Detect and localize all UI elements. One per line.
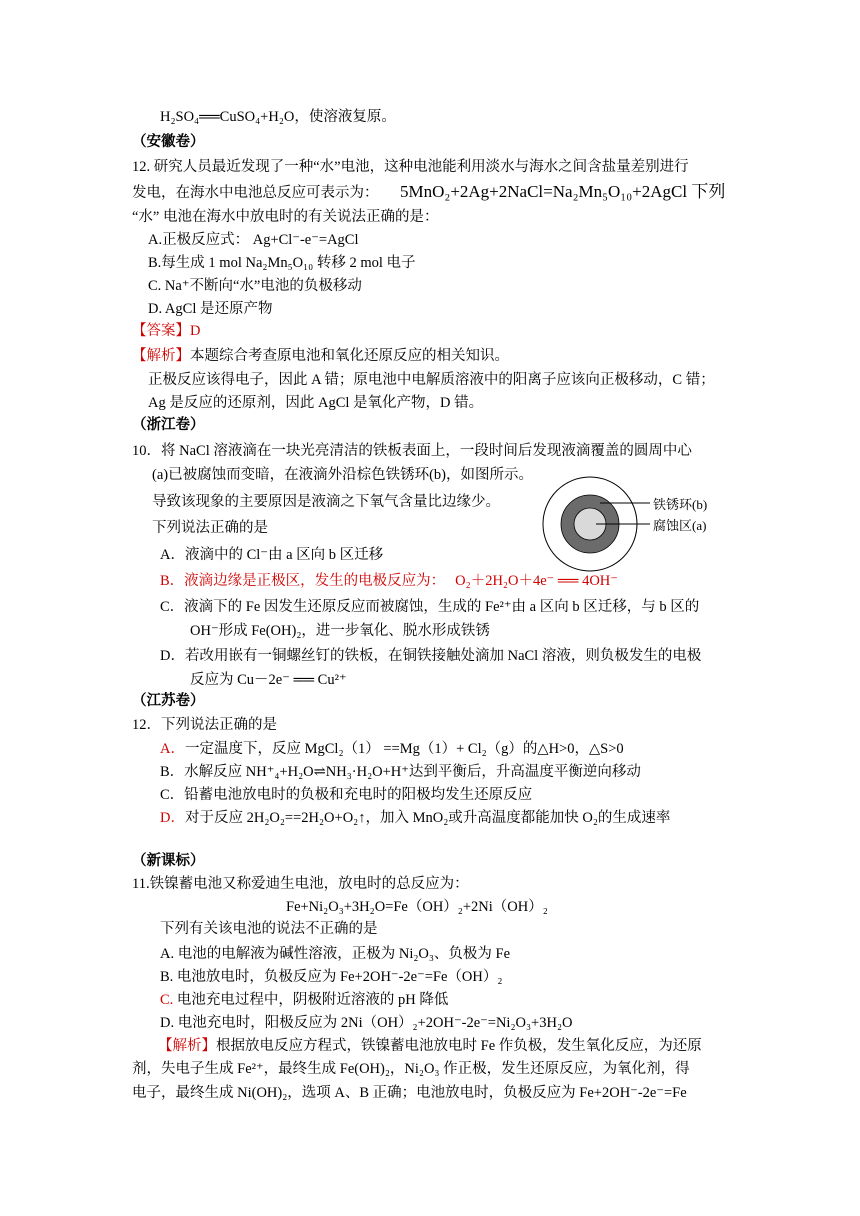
q11-explanation-line1 — [158, 1036, 702, 1056]
q11-explanation-line2: 剂，失电子生成 Fe²⁺，最终生成 Fe(OH)₂，Ni₂O₃ 作正极，发生还原反应，为氧化剂，得 — [132, 1061, 690, 1077]
option-d — [160, 808, 670, 828]
option-c: C. Na⁺不断向“水”电池的负极移动 — [148, 278, 362, 294]
rust-ring-label: 铁锈环(b) — [653, 497, 708, 512]
explanation-line3: Ag 是反应的还原剂，因此 AgCl 是氧化产物，D 错。 — [148, 395, 484, 411]
text-line: H₂SO₄══CuSO₄+H₂O，使溶液复原。 — [160, 109, 396, 125]
corrosion-zone-label: 腐蚀区(a) — [653, 518, 707, 533]
answer-line — [132, 321, 200, 341]
question-12-jiangsu: 12．下列说法正确的是 — [132, 717, 277, 733]
option-c-line1: C．液滴下的 Fe 因发生还原反应而被腐蚀，生成的 Fe²⁺由 a 区向 b 区迁移，与 b 区的 — [160, 599, 700, 615]
option-b-text: B．液滴边缘是正极区，发生的电极反应为： — [160, 573, 446, 589]
explanation-label: 【解析】 — [132, 348, 190, 364]
explanation-line1 — [132, 346, 509, 366]
question-12-anhui-equation: 5MnO₂+2Ag+2NaCl=Na₂Mn₅O₁₀+2AgCl 下列 — [400, 182, 726, 201]
option-c-text: 电池充电过程中，阴极附近溶液的 pH 降低 — [173, 992, 449, 1008]
option-d-line1: D．若改用嵌有一铜螺丝钉的铁板，在铜铁接触处滴加 NaCl 溶液，则负极发生的电极 — [160, 648, 702, 664]
question-10-line4: 下列说法正确的是 — [152, 520, 268, 536]
question-10-line2: (a)已被腐蚀而变暗，在液滴外沿棕色铁锈环(b)，如图所示。 — [152, 467, 533, 483]
option-a: A．液滴中的 Cl⁻由 a 区向 b 区迁移 — [160, 547, 384, 563]
answer-label: 【答案】 — [132, 323, 190, 339]
question-11-line2: 下列有关该电池的说法不正确的是 — [160, 921, 378, 937]
option-c-line2: OH⁻形成 Fe(OH)₂，进一步氧化、脱水形成铁锈 — [190, 623, 490, 639]
option-b-equation: O₂＋2H₂O＋4e⁻ ══ 4OH⁻ — [455, 573, 618, 589]
option-b: B.每生成 1 mol Na₂Mn₅O₁₀ 转移 2 mol 电子 — [148, 255, 416, 271]
question-11-line1: 11.铁镍蓄电池又称爱迪生电池，放电时的总反应为： — [132, 876, 469, 892]
option-a-letter: A． — [160, 741, 185, 757]
option-b: B. 电池放电时，负极反应为 Fe+2OH⁻-2e⁻=Fe（OH）₂ — [160, 969, 503, 985]
option-c-letter: C. — [160, 992, 174, 1008]
explanation-line2: 正极反应该得电子，因此 A 错；原电池中电解质溶液中的阳离子应该向正极移动，C 错； — [148, 372, 715, 388]
section-heading-zhejiang: （浙江卷） — [132, 417, 205, 433]
option-a-text: 一定温度下，反应 MgCl₂（1） ==Mg（1）+ Cl₂（g）的△H>0，△S>0 — [184, 741, 624, 757]
option-c — [160, 990, 448, 1010]
question-12-anhui-line3: “水” 电池在海水中放电时的有关说法正确的是： — [132, 209, 439, 225]
section-heading-xinkebiao: （新课标） — [132, 853, 205, 869]
question-12-anhui-line2a: 发电，在海水中电池总反应可表示为： — [132, 185, 379, 201]
explanation-text: 本题综合考查原电池和氧化还原反应的相关知识。 — [190, 348, 509, 364]
option-a — [160, 739, 624, 759]
question-11-equation: Fe+Ni₂O₃+3H₂O=Fe（OH）₂+2Ni（OH）₂ — [286, 899, 548, 915]
option-d-letter: D． — [160, 810, 185, 826]
answer-value: D — [190, 323, 201, 339]
option-b: B．水解反应 NH⁺₄+H₂O⇌NH₃·H₂O+H⁺达到平衡后，升高温度平衡逆向移动 — [160, 764, 641, 780]
q11-explanation-line3: 电子，最终生成 Ni(OH)₂，选项 A、B 正确；电池放电时，负极反应为 Fe+2OH⁻-2e⁻=Fe — [132, 1085, 687, 1101]
q11-explanation-label: 【解析】 — [158, 1038, 216, 1054]
question-12-anhui-line1: 12. 研究人员最近发现了一种“水”电池，这种电池能利用淡水与海水之间含盐量差别进行 — [132, 159, 689, 175]
option-d-text: 对于反应 2H₂O₂==2H₂O+O₂↑，加入 MnO₂或升高温度都能加快 O₂的生成速率 — [184, 810, 671, 826]
section-heading-anhui: （安徽卷） — [132, 134, 205, 150]
option-a: A.正极反应式： Ag+Cl⁻-e⁻=AgCl — [148, 232, 359, 248]
question-10-line1: 10．将 NaCl 溶液滴在一块光亮清洁的铁板表面上，一段时间后发现液滴覆盖的圆周中心 — [132, 443, 692, 459]
option-a: A. 电池的电解液为碱性溶液，正极为 Ni₂O₃、负极为 Fe — [160, 946, 511, 962]
section-heading-jiangsu: （江苏卷） — [132, 693, 205, 709]
option-d-line2: 反应为 Cu－2e⁻ ══ Cu²⁺ — [190, 672, 347, 688]
option-c: C．铅蓄电池放电时的负极和充电时的阳极均发生还原反应 — [160, 787, 533, 803]
option-d: D. AgCl 是还原产物 — [148, 301, 273, 317]
option-d: D. 电池充电时，阳极反应为 2Ni（OH）₂+2OH⁻-2e⁻=Ni₂O₃+3H₂O — [160, 1015, 573, 1031]
question-10-line3: 导致该现象的主要原因是液滴之下氧气含量比边缘少。 — [152, 494, 500, 510]
q11-explanation-text: 根据放电反应方程式，铁镍蓄电池放电时 Fe 作负极，发生氧化反应，为还原 — [216, 1038, 702, 1054]
